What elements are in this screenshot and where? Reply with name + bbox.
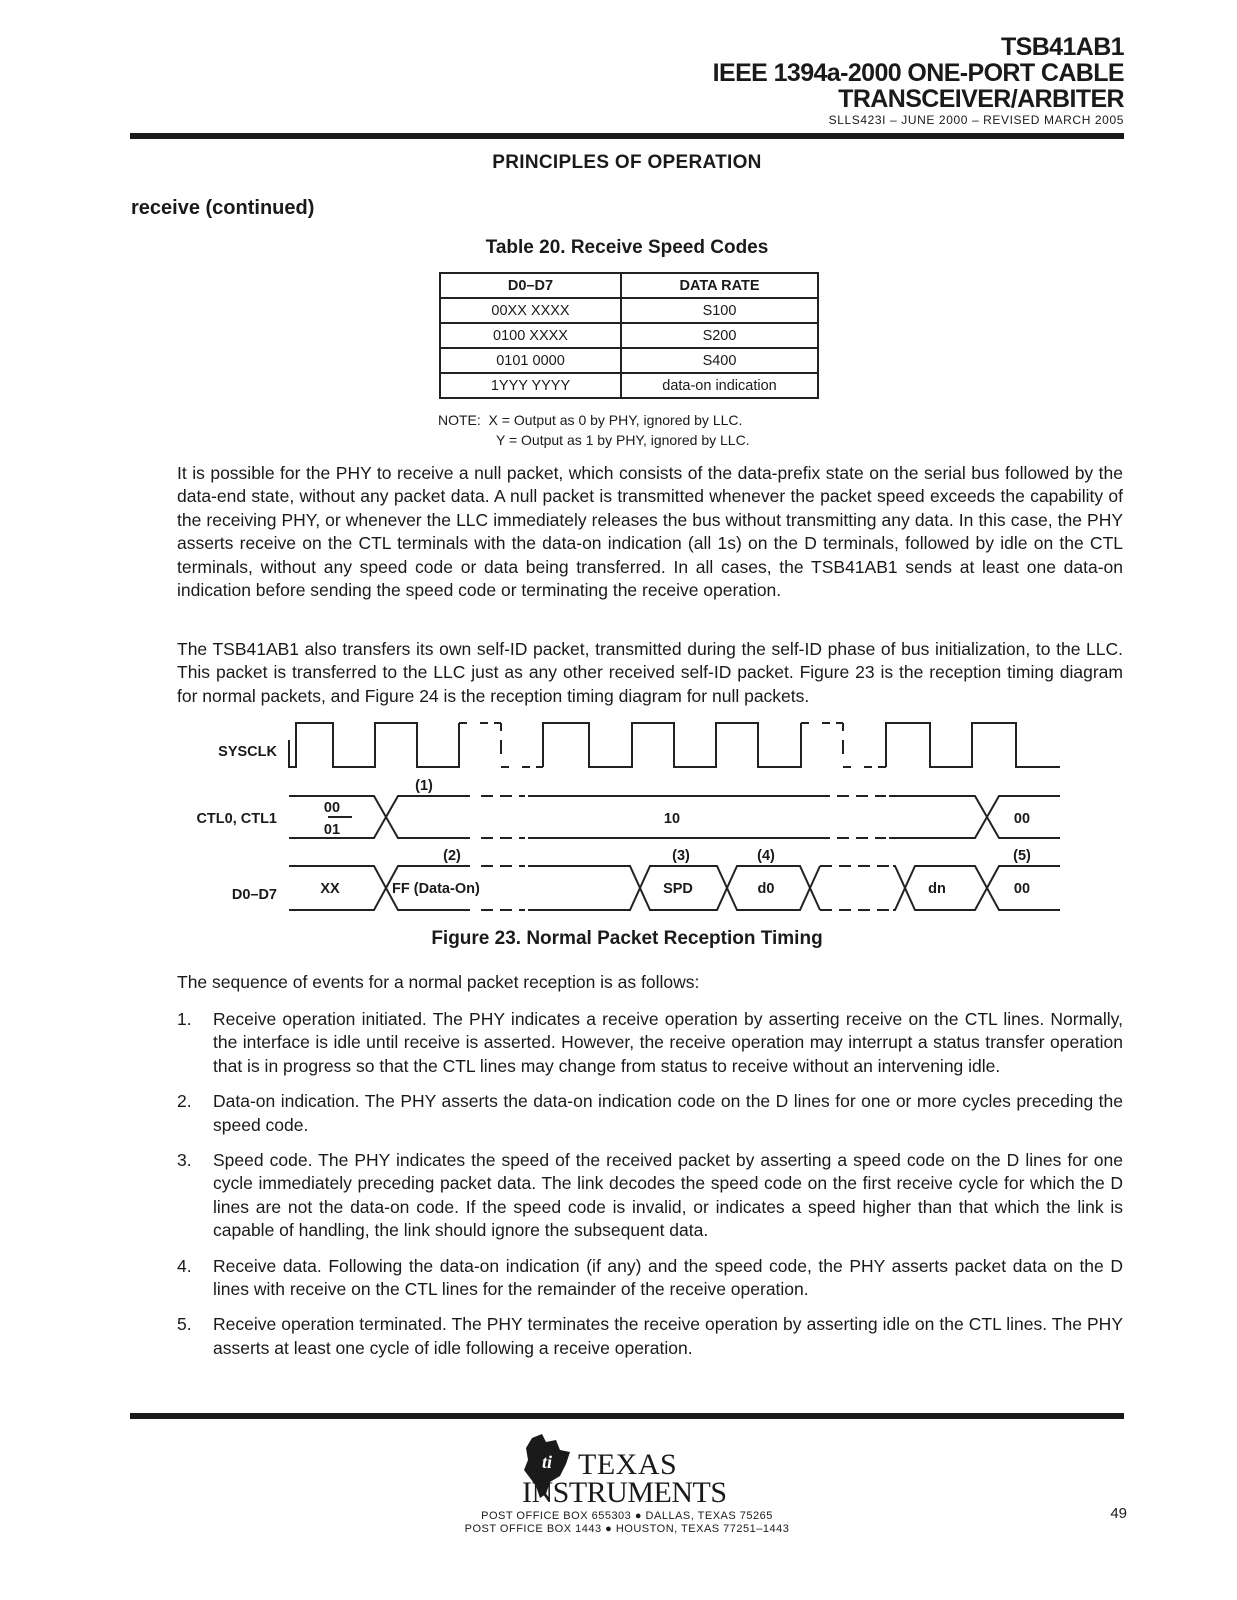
sysclk-waveform: [289, 723, 1060, 767]
sequence-intro: The sequence of events for a normal packet reception is as follows:: [177, 972, 700, 992]
data-value-xx: XX: [320, 881, 340, 897]
svg-text:ti: ti: [542, 1452, 553, 1472]
section-title: PRINCIPLES OF OPERATION: [492, 152, 762, 173]
data-value-ff: FF (Data-On): [392, 881, 480, 897]
step-number: 1.: [177, 1009, 192, 1029]
texas-instruments-logo: [520, 1430, 735, 1508]
list-item: [177, 1008, 1123, 1078]
data-value-end: 00: [1013, 881, 1031, 897]
table-note: [438, 410, 750, 450]
footer-address: [0, 1510, 1237, 1536]
note-line-1: NOTE: X = Output as 0 by PHY, ignored by LLC.: [438, 412, 743, 428]
table-cell: data-on indication: [621, 373, 818, 398]
step-text: Data-on indication. The PHY asserts the data-on indication code on the D lines for one or more cycles preceding the speed code.: [213, 1091, 1123, 1135]
doc-title-line1: IEEE 1394a-2000 ONE-PORT CABLE: [712, 59, 1124, 87]
page-number: 49: [1110, 1505, 1127, 1522]
table-header-row: [440, 273, 818, 298]
table-cell: S400: [621, 348, 818, 373]
step-text: Receive operation initiated. The PHY indicates a receive operation by asserting receive on the CTL lines. Normally, the interface is idle until receive is asserted. However, the receive operation may interrupt a status transfer operation that is in progress so that the CTL lines may change from status to receive without an intervening idle.: [213, 1009, 1123, 1076]
doc-title-line2: TRANSCEIVER/ARBITER: [838, 85, 1124, 113]
list-item: [177, 1255, 1123, 1302]
logo-text-instruments: INSTRUMENTS: [522, 1476, 727, 1508]
speed-codes-table: [439, 272, 819, 399]
ctl-initial-top: 00: [323, 800, 341, 816]
table-row: [440, 348, 818, 373]
part-number: TSB41AB1: [1000, 33, 1124, 61]
marker-3: (3): [672, 848, 690, 864]
table-row: [440, 298, 818, 323]
marker-1: (1): [415, 778, 433, 794]
step-number: 5.: [177, 1314, 192, 1335]
subhead: receive (continued): [131, 197, 315, 219]
footer-rule: [130, 1413, 1124, 1419]
table-caption: Table 20. Receive Speed Codes: [485, 237, 769, 258]
table-cell: S200: [621, 323, 818, 348]
table-cell: S100: [621, 298, 818, 323]
reception-steps-list: [177, 1008, 1123, 1372]
logo-text-texas: TEXAS: [578, 1448, 678, 1481]
ctl-receive-value: 10: [663, 811, 681, 827]
ctl-end-value: 00: [1013, 811, 1031, 827]
data-value-dn: dn: [928, 881, 946, 897]
step-text: Speed code. The PHY indicates the speed of the received packet by asserting a speed code on the D lines for one cycle immediately preceding packet data. The link decodes the speed code on the first receive cycle for which the D lines are not the data-on code. If the speed code is invalid, or indicates a speed higher than that which the link is capable of handling, the link should ignore the subsequent data.: [213, 1150, 1123, 1241]
paragraph-null-packet: It is possible for the PHY to receive a null packet, which consists of the data-prefix state on the serial bus followed by the data-end state, without any packet data. A null packet is transmitted whenever the packet speed exceeds the capability of the receiving PHY, or whenever the LLC immediately releases the bus without transmitting any data. In this case, the PHY asserts receive on the CTL terminals with the data-on indication (all 1s) on the D terminals, followed by idle on the CTL terminals, without any speed code or data being transferred. In all cases, the TSB41AB1 sends at least one data-on indication before sending the speed code or terminating the receive operation.: [177, 463, 1123, 601]
doc-id: SLLS423I – JUNE 2000 – REVISED MARCH 2005: [828, 113, 1124, 127]
list-item: [177, 1090, 1123, 1137]
table-header: D0–D7: [440, 273, 621, 298]
signal-label-sysclk: SYSCLK: [218, 744, 277, 760]
table-cell: 0100 XXXX: [440, 323, 621, 348]
list-item: [177, 1149, 1123, 1243]
timing-diagram: [0, 712, 1237, 924]
marker-5: (5): [1013, 848, 1031, 864]
note-line-2: Y = Output as 1 by PHY, ignored by LLC.: [496, 432, 750, 448]
step-number: 4.: [177, 1255, 192, 1276]
table-cell: 1YYY YYYY: [440, 373, 621, 398]
address-line-2: POST OFFICE BOX 1443 ● HOUSTON, TEXAS 77251–1443: [464, 1523, 790, 1535]
paragraph-self-id: The TSB41AB1 also transfers its own self-ID packet, transmitted during the self-ID phase of bus initialization, to the LLC. This packet is transferred to the LLC just as any other received self-ID packet. Figure 23 is the reception timing diagram for normal packets, and Figure 24 is the reception timing diagram for null packets.: [177, 639, 1123, 706]
ctl-initial-bottom: 01: [323, 822, 341, 838]
step-text: Receive operation terminated. The PHY terminates the receive operation by asserting idle on the CTL lines. The PHY asserts at least one cycle of idle following a receive operation.: [213, 1314, 1123, 1358]
step-number: 2.: [177, 1091, 192, 1112]
table-cell: 0101 0000: [440, 348, 621, 373]
table-header: DATA RATE: [621, 273, 818, 298]
data-value-spd: SPD: [663, 881, 693, 897]
table-row: [440, 373, 818, 398]
step-text: Receive data. Following the data-on indication (if any) and the speed code, the PHY asserts packet data on the D lines with receive on the CTL lines for the remainder of the receive operation.: [213, 1255, 1123, 1300]
data-value-d0: d0: [757, 881, 775, 897]
signal-label-ctl: CTL0, CTL1: [196, 811, 277, 827]
marker-2: (2): [443, 848, 461, 864]
step-number: 3.: [177, 1150, 192, 1171]
address-line-1: POST OFFICE BOX 655303 ● DALLAS, TEXAS 75265: [481, 1510, 773, 1522]
table-cell: 00XX XXXX: [440, 298, 621, 323]
figure-caption: Figure 23. Normal Packet Reception Timing: [431, 928, 823, 949]
table-row: [440, 323, 818, 348]
signal-label-data: D0–D7: [231, 887, 277, 903]
document-header: [713, 34, 1124, 127]
list-item: [177, 1313, 1123, 1360]
header-rule: [130, 133, 1124, 139]
marker-4: (4): [757, 848, 775, 864]
